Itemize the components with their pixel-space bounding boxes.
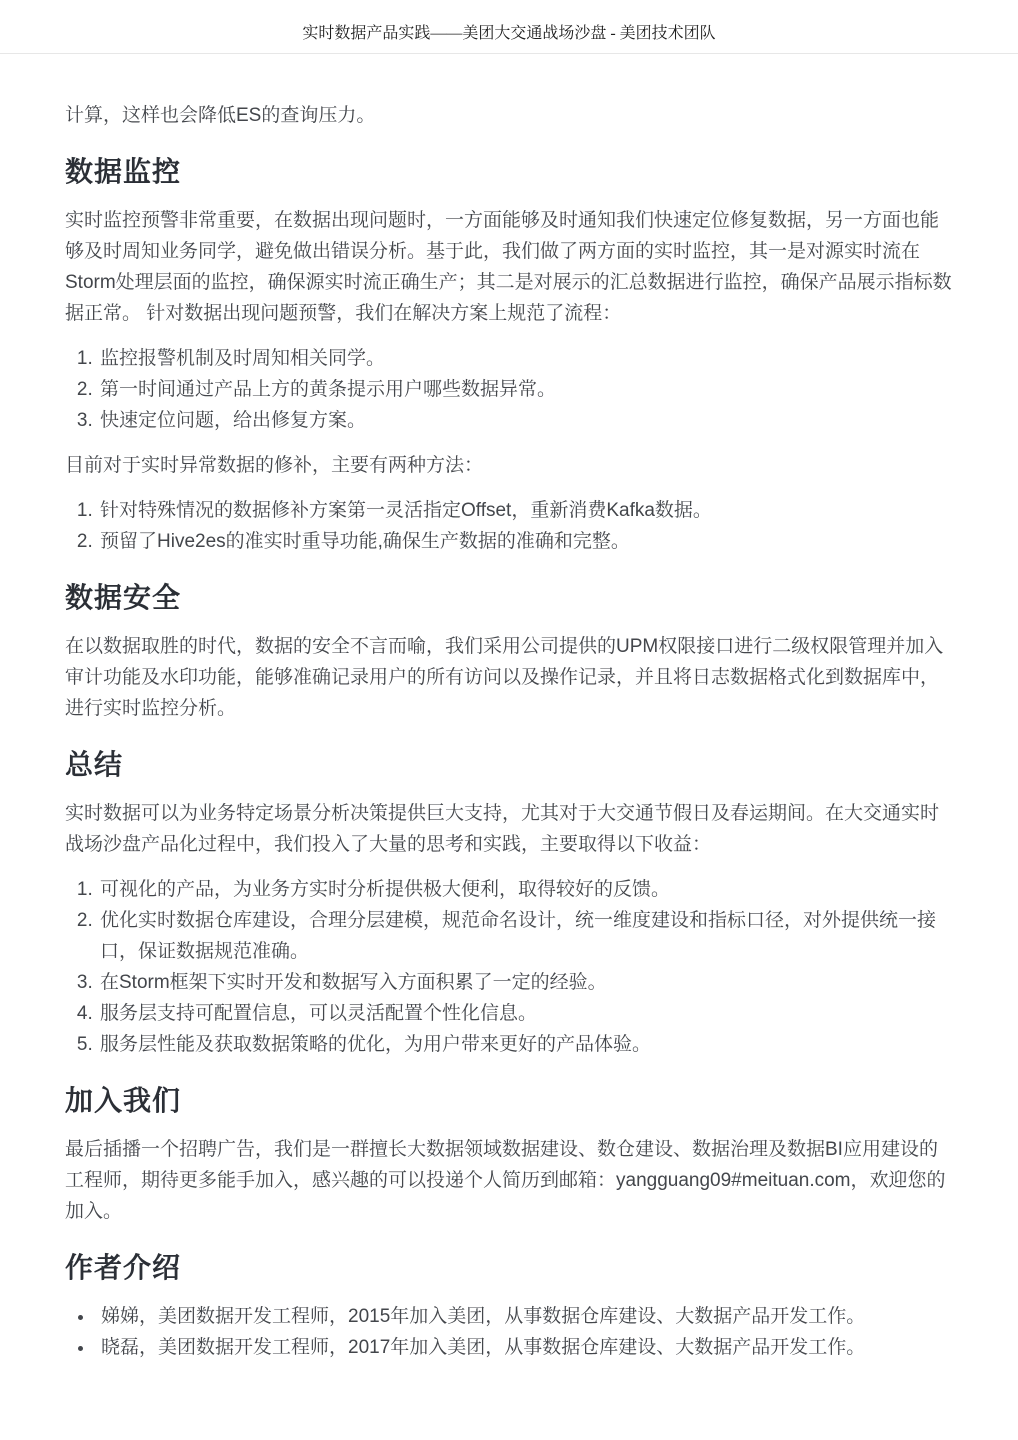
heading-data-security: 数据安全 [65,582,182,613]
list-item: 1. 针对特殊情况的数据修补方案第一灵活指定Offset，重新消费Kafka数据。 [98,495,953,526]
page-title: 实时数据产品实践——美团大交通战场沙盘 - 美团技术团队 [302,25,716,42]
monitoring-steps-list [65,343,953,436]
paragraph-security: 在以数据取胜的时代，数据的安全不言而喻，我们采用公司提供的UPM权限接口进行二级权限管理并加入审计功能及水印功能，能够准确记录用户的所有访问以及操作记录，并且将日志数据格式化到数据库中，进行实时监控分析。 [65,636,944,719]
heading-authors: 作者介绍 [65,1252,182,1283]
heading-join-us: 加入我们 [65,1085,182,1116]
list-item: 2. 优化实时数据仓库建设，合理分层建模，规范命名设计，统一维度建设和指标口径，对外提供统一接口，保证数据规范准确。 [98,905,953,967]
paragraph-summary: 实时数据可以为业务特定场景分析决策提供巨大支持，尤其对于大交通节假日及春运期间。在大交通实时战场沙盘产品化过程中，我们投入了大量的思考和实践，主要取得以下收益： [65,803,940,855]
summary-gains-list [65,874,953,1060]
list-item: 2. 预留了Hive2es的准实时重导功能,确保生产数据的准确和完整。 [98,526,953,557]
paragraph-monitoring: 实时监控预警非常重要，在数据出现问题时，一方面能够及时通知我们快速定位修复数据，另一方面也能够及时周知业务同学，避免做出错误分析。基于此，我们做了两方面的实时监控，其一是对源实时流在Storm处理层面的监控，确保源实时流正确生产；其二是对展示的汇总数据进行监控，确保产品展示指标数据正常。 针对数据出现问题预警，我们在解决方案上规范了流程： [65,210,952,324]
author-item: • 晓磊，美团数据开发工程师，2017年加入美团，从事数据仓库建设、大数据产品开发工作。 [95,1332,953,1363]
heading-summary: 总结 [65,749,124,780]
list-item: 4. 服务层支持可配置信息，可以灵活配置个性化信息。 [98,998,953,1029]
repair-methods-list [65,495,953,557]
list-item: 3. 在Storm框架下实时开发和数据写入方面积累了一定的经验。 [98,967,953,998]
list-item: 1. 监控报警机制及时周知相关同学。 [98,343,953,374]
article-content [0,54,1018,1363]
paragraph-join-us: 最后插播一个招聘广告，我们是一群擅长大数据领域数据建设、数仓建设、数据治理及数据BI应用建设的工程师，期待更多能手加入，感兴趣的可以投递个人简历到邮箱：yangguang09#meituan.com，欢迎您的加入。 [65,1139,946,1222]
author-item: • 娣娣，美团数据开发工程师，2015年加入美团，从事数据仓库建设、大数据产品开发工作。 [95,1301,953,1332]
list-item: 5. 服务层性能及获取数据策略的优化，为用户带来更好的产品体验。 [98,1029,953,1060]
heading-data-monitoring: 数据监控 [65,156,182,187]
list-item: 3. 快速定位问题，给出修复方案。 [98,405,953,436]
list-item: 1. 可视化的产品，为业务方实时分析提供极大便利，取得较好的反馈。 [98,874,953,905]
print-header [0,0,1018,54]
list-item: 2. 第一时间通过产品上方的黄条提示用户哪些数据异常。 [98,374,953,405]
paragraph-intro: 计算，这样也会降低ES的查询压力。 [65,105,376,126]
authors-list [65,1301,953,1363]
paragraph-repair-intro: 目前对于实时异常数据的修补，主要有两种方法： [65,455,484,476]
